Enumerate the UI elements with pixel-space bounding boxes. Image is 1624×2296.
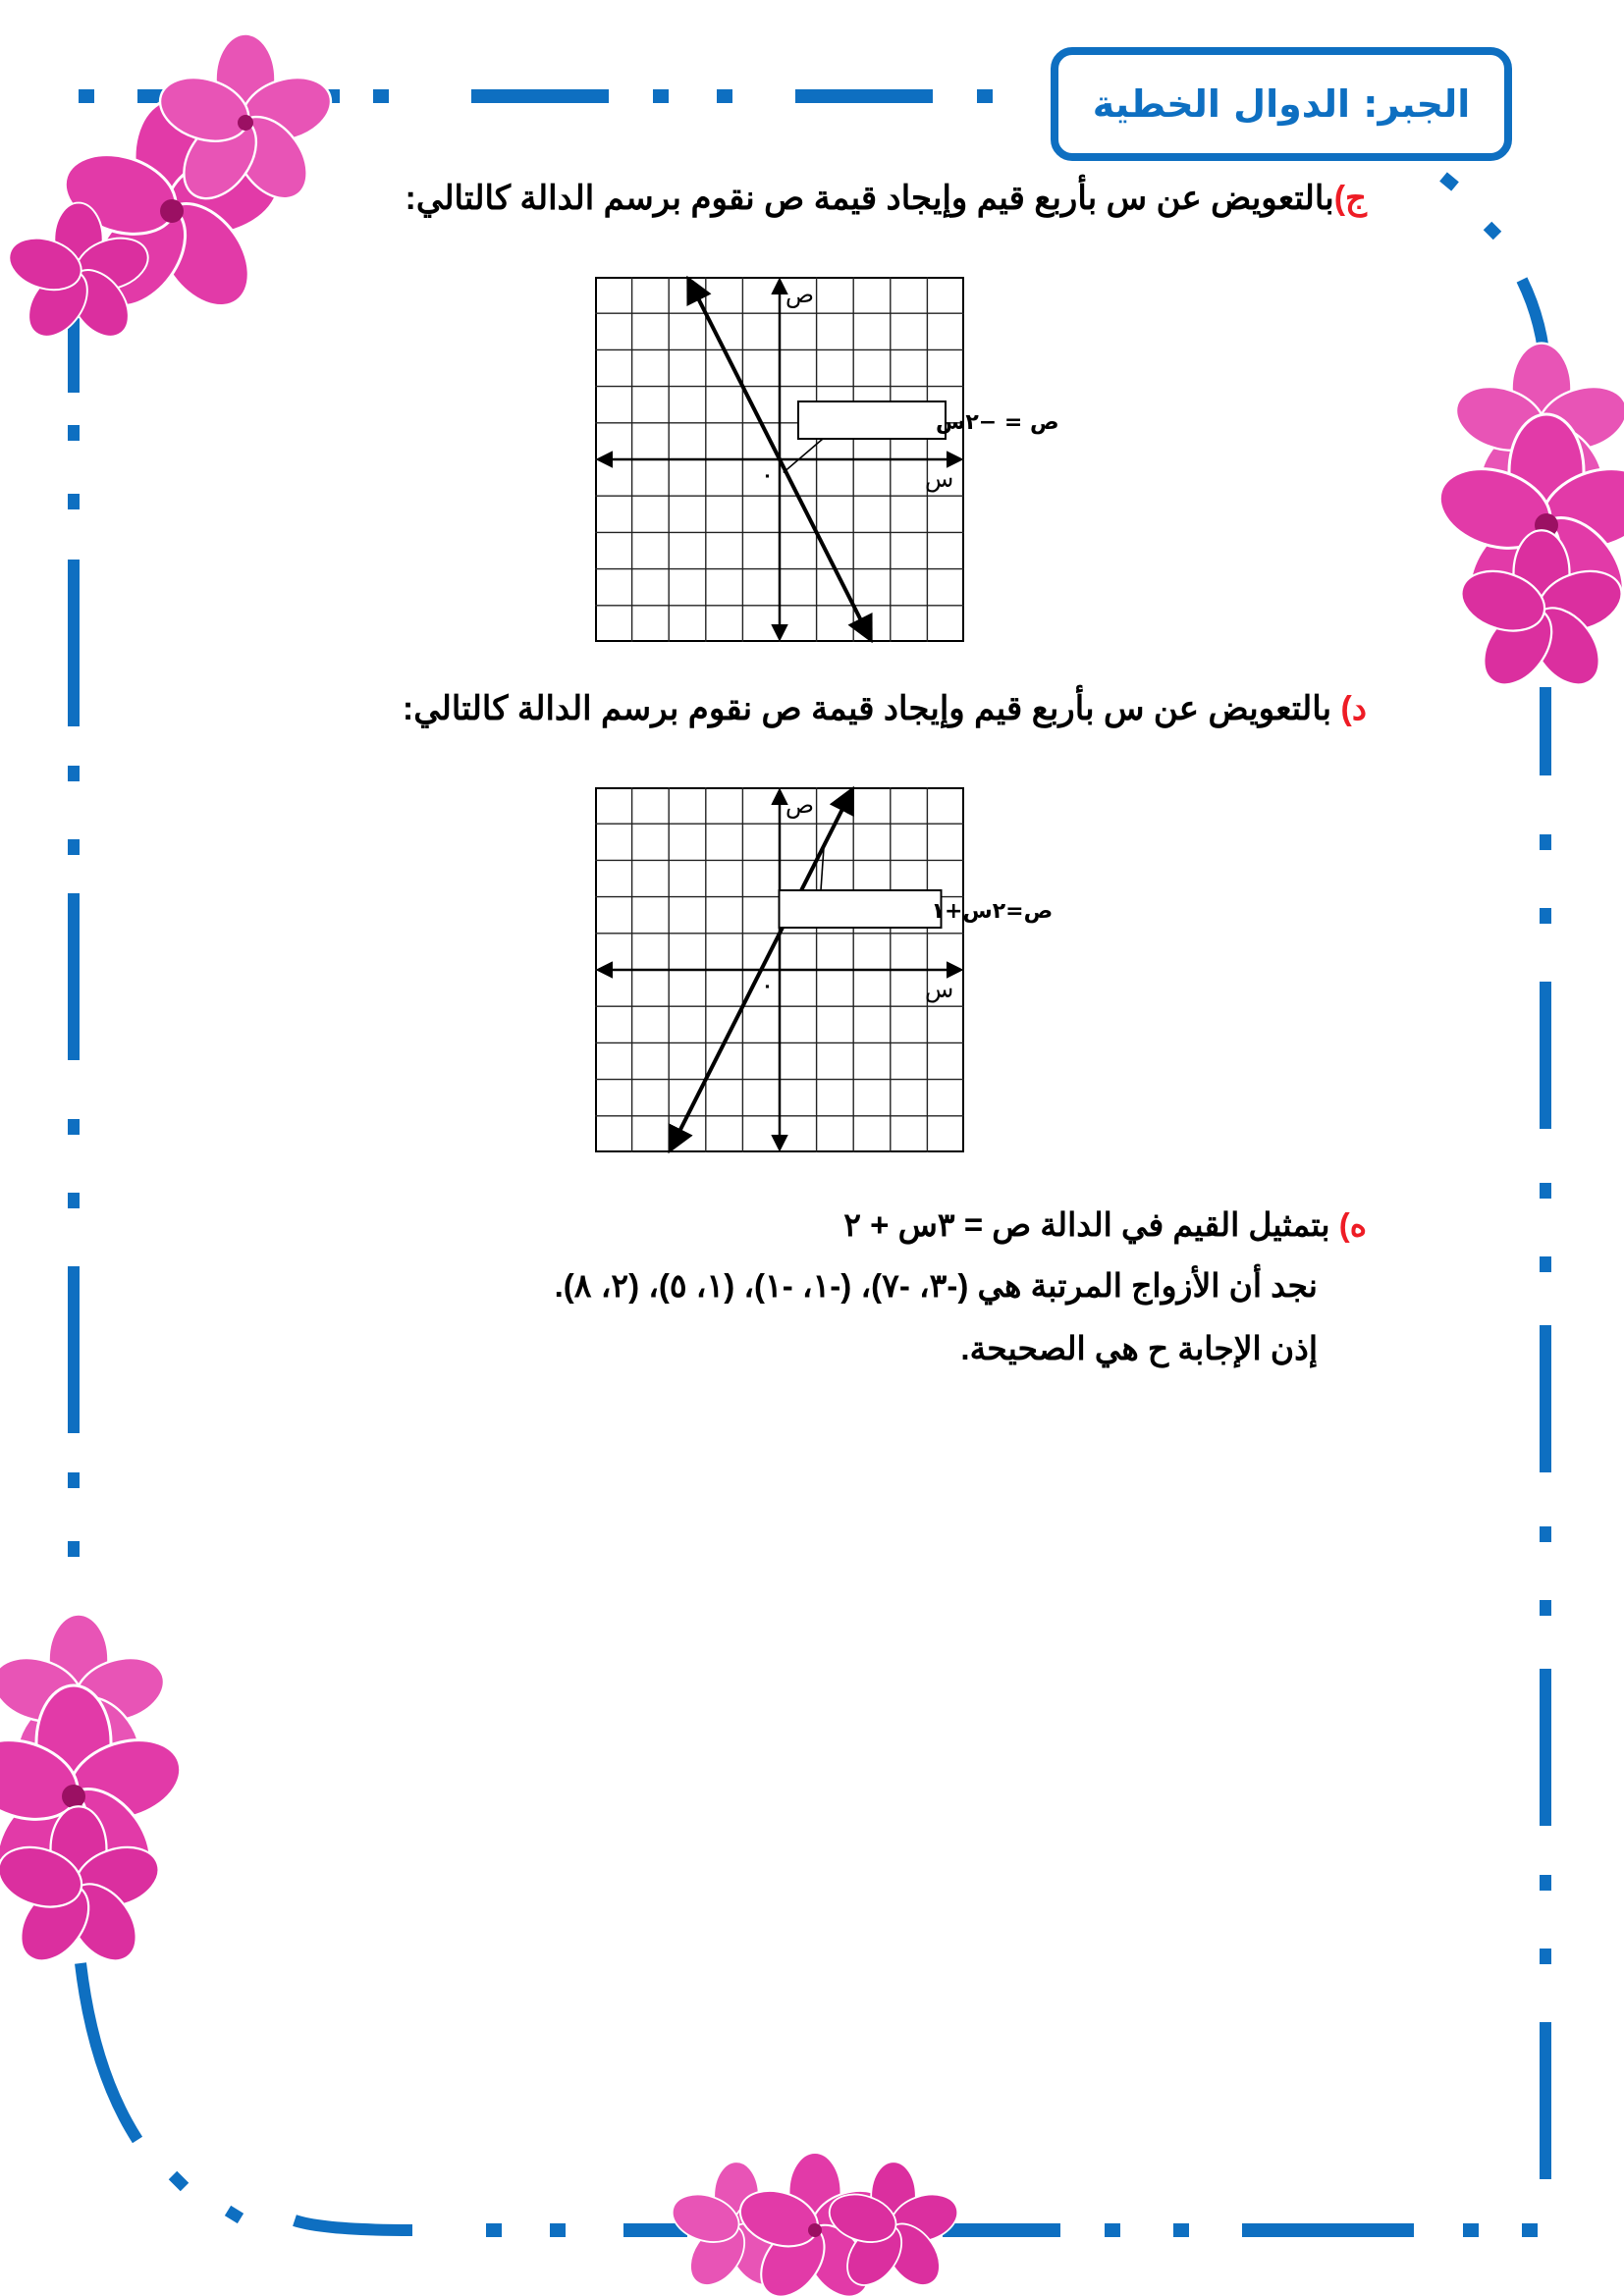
part-d-label: د) <box>1340 690 1367 727</box>
part-d-text: بالتعويض عن س بأربع قيم وإيجاد قيمة ص نقوم برسم الدالة كالتالي: <box>402 690 1332 727</box>
part-e-line-1 <box>843 1205 1367 1244</box>
graph-d-x-label: س <box>925 976 954 1003</box>
part-c-text: بالتعويض عن س بأربع قيم وإيجاد قيمة ص نقوم برسم الدالة كالتالي: <box>405 180 1334 217</box>
graph-d-equation: ص=٢س+١ <box>931 899 1054 924</box>
graph-c-callout-box <box>798 401 946 439</box>
part-e-label: ه) <box>1338 1206 1367 1243</box>
graph-c-equation: ص = −٢س <box>936 410 1059 435</box>
flower-cluster-left <box>0 1629 167 1953</box>
flower-cluster-right <box>1463 363 1624 677</box>
graph-c-y-label: ص <box>785 281 815 308</box>
flower-cluster-bottom <box>668 2169 962 2296</box>
graph-c-origin: ٠ <box>762 465 773 486</box>
page-title: الجبر: الدوال الخطية <box>1092 82 1471 126</box>
part-e-line-3: إذن الإجابة ح هي الصحيحة. <box>960 1330 1318 1366</box>
header-box <box>1051 47 1512 161</box>
graph-d-origin: ٠ <box>762 976 773 996</box>
graph-d-y-label: ص <box>785 791 815 819</box>
part-e-line-2: نجد أن الأزواج المرتبة هي (-٣، -٧)، (-١، -١)، (١، ٥)، (٢، ٨). <box>554 1267 1318 1304</box>
part-c-label: ج) <box>1333 180 1367 217</box>
flower-cluster-top-left <box>0 29 353 344</box>
graph-c-x-label: س <box>925 465 954 493</box>
part-e-line-1-text: بتمثيل القيم في الدالة ص = ٣س + ٢ <box>843 1206 1330 1243</box>
part-d-heading <box>403 689 1367 728</box>
part-c-heading <box>406 179 1367 218</box>
graph-c <box>595 277 1059 642</box>
graph-d-callout-box <box>780 890 942 928</box>
graph-d <box>595 787 1054 1152</box>
